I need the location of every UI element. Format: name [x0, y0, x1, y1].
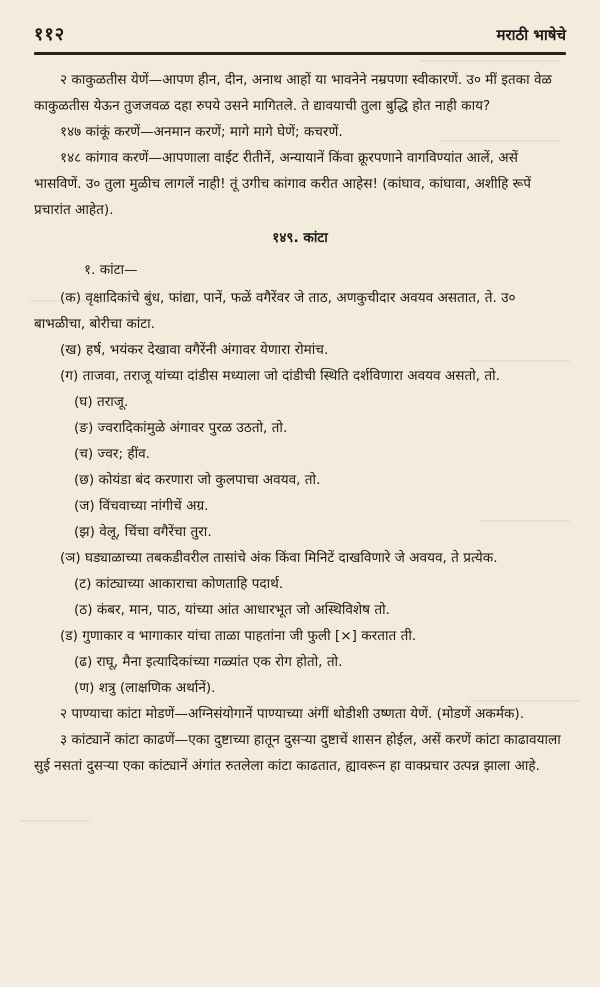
page-header	[34, 22, 566, 46]
section-heading-149: १४९. कांटा	[272, 230, 328, 246]
sense-ga: (ग) ताजवा, तराजू यांच्या दांडीस मध्याला जो दांडीची स्थिति दर्शविणारा अवयव असतो, तो.	[60, 368, 500, 384]
sense-nya: (ञ) घड्याळाच्या तबकडीवरील तासांचे अंक किंवा मिनिटें दाखविणारे जे अवयव, ते प्रत्येक.	[60, 550, 498, 566]
sense-chha: (छ) कोयंडा बंद करणारा जो कुलपाचा अवयव, तो.	[74, 472, 321, 488]
header-rule	[34, 52, 566, 55]
sense-dda: (ड) गुणाकार व भागाकार यांचा ताळा पाहतांना जी फुली [×] करतात ती.	[60, 628, 417, 644]
sense-cha: (च) ज्वर; हींव.	[74, 446, 150, 462]
sense-ttha: (ठ) कंबर, मान, पाठ, यांच्या आंत आधारभूत जो अस्थिविशेष तो.	[74, 602, 390, 618]
sense-tta: (ट) कांट्याच्या आकाराचा कोणताहि पदार्थ.	[74, 576, 284, 592]
sense-jha: (झ) वेलू, चिंचा वगैरेंचा तुरा.	[74, 524, 212, 540]
sense-ddha: (ढ) राघू, मैना इत्यादिकांच्या गळ्यांत एक रोग होतो, तो.	[74, 654, 343, 670]
running-title: मराठी भाषेचे	[496, 26, 566, 44]
entry-147: १४७ कांकूं करणें—अनमान करणें; मागे मागे घेणें; कचरणें.	[60, 124, 343, 140]
page-number: ११२	[34, 24, 66, 45]
entry-panyacha-kanta: २ पाण्याचा कांटा मोडणें—अग्निसंयोगानें पाण्याच्या अंगीं थोडीशी उष्णता येणें. (मोडणें अकर्मक).	[60, 706, 525, 722]
sense-ka: (क) वृक्षादिकांचे बुंध, फांद्या, पानें, फळें वगैरेंवर जे ताठ, अणकुचीदार अवयव असतात, ते. उ० बाभळीचा, बोरीचा कांटा.	[34, 290, 516, 332]
sense-ja: (ज) विंचवाच्या नांगीचें अग्र.	[74, 498, 209, 514]
sense-gha: (घ) तराजू.	[74, 394, 129, 410]
entry-148: १४८ कांगाव करणें—आपणाला वाईट रीतीनें, अन्यायानें किंवा क्रूरपणाने वागविण्यांत आलें, असें भासविणें. उ० तुला मुळीच लागलें नाही! तूं उगीच कांगाव करीत आहेस! (कांघाव, कांघावा, अशीहि रूपें प्रचारांत आहेत).	[34, 150, 531, 218]
sense-kha: (ख) हर्ष, भयंकर देखावा वगैरेंनी अंगावर येणारा रोमांच.	[60, 342, 329, 358]
sense-nga: (ङ) ज्वरादिकांमुळे अंगावर पुरळ उठतो, तो.	[74, 420, 288, 436]
sense-nna: (ण) शत्रु (लाक्षणिक अर्थानें).	[74, 680, 216, 696]
subsection-kanta: १. कांटा—	[84, 262, 138, 278]
entry-kantyane-kanta: ३ कांट्यानें कांटा काढणें—एका दुष्टाच्या हातून दुसऱ्या दुष्टाचें शासन होईल, असें करणें कांटा काढावयाला सुई नसतां दुसऱ्या एका कांट्यानें अंगांत रुतलेला कांटा काढतात, ह्यावरून हा वाक्प्रचार उत्पन्न झाला आहे.	[34, 732, 561, 774]
page-body	[34, 67, 566, 779]
entry-kakulatis: २ काकुळतीस येणें—आपण हीन, दीन, अनाथ आहों या भावनेने नम्रपणा स्वीकारणें. उ० मीं इतका वेळ काकुळतीस येऊन तुजजवळ दहा रुपये उसने मागितले. ते द्यावयाची तुला बुद्धि होत नाही काय?	[34, 72, 552, 114]
